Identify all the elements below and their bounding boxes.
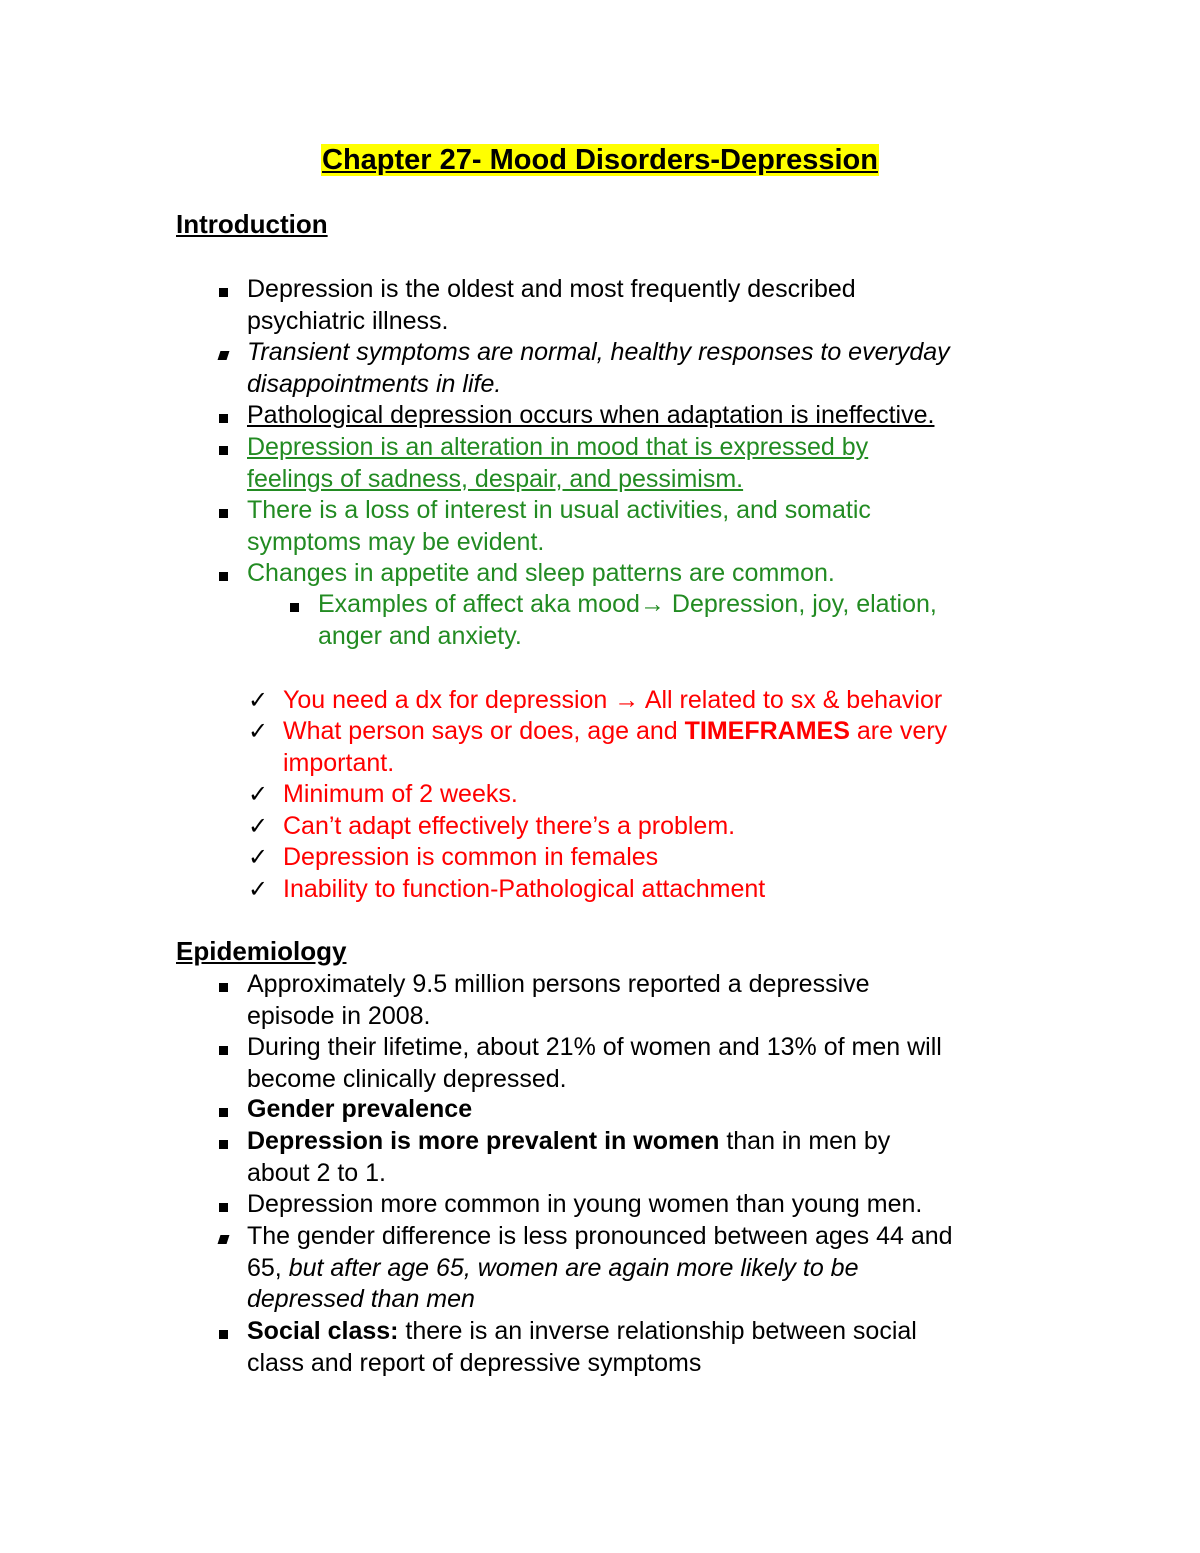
list-item: Changes in appetite and sleep patterns are common. <box>247 558 835 590</box>
checkmark-icon: ✓ <box>248 876 269 903</box>
check-item: ✓ Inability to function-Pathological attachment <box>283 874 765 906</box>
list-item: There is a loss of interest in usual activities, and somatic symptoms may be evident. <box>247 495 871 558</box>
square-bullet-icon <box>213 495 233 527</box>
list-item: Social class: there is an inverse relationship between social class and report of depressive symptoms <box>247 1316 917 1379</box>
list-item: The gender difference is less pronounced between ages 44 and 65, but after age 65, women are again more likely to be depressed than men <box>247 1221 953 1316</box>
list-item: Depression more common in young women than young men. <box>247 1189 922 1221</box>
checkmark-icon: ✓ <box>248 813 269 840</box>
square-bullet-icon <box>284 589 304 621</box>
list-item: Depression is more prevalent in women than in men by about 2 to 1. <box>247 1126 890 1189</box>
checkmark-icon: ✓ <box>248 718 269 745</box>
square-bullet-icon <box>213 1094 233 1126</box>
check-item: ✓ What person says or does, age and TIMEFRAMES are very important. <box>248 717 948 777</box>
square-bullet-icon <box>213 400 233 432</box>
square-bullet-icon <box>213 1126 233 1158</box>
square-bullet-icon <box>213 969 233 1001</box>
square-bullet-icon <box>213 1189 233 1221</box>
list-item: Pathological depression occurs when adaptation is ineffective. <box>247 400 934 432</box>
list-item: Gender prevalence <box>247 1094 472 1126</box>
checkmark-icon: ✓ <box>248 781 269 808</box>
list-item: During their lifetime, about 21% of women and 13% of men will become clinically depressed. <box>247 1032 942 1095</box>
check-item: ✓ Minimum of 2 weeks. <box>283 779 518 811</box>
list-item: Approximately 9.5 million persons reported a depressive episode in 2008. <box>247 969 870 1032</box>
list-item: Transient symptoms are normal, healthy responses to everyday disappointments in life. <box>247 337 950 400</box>
check-item: ✓ You need a dx for depression → All related to sx & behavior <box>283 685 942 717</box>
checkmark-icon: ✓ <box>248 687 269 714</box>
square-bullet-icon <box>213 1316 233 1348</box>
arrow-right-icon: → <box>639 590 665 618</box>
list-item: Depression is an alteration in mood that is expressed by feelings of sadness, despair, and pessimism. <box>247 432 868 495</box>
square-bullet-icon <box>213 1032 233 1064</box>
section-heading-introduction: Introduction <box>176 209 328 239</box>
list-item: Depression is the oldest and most frequently described psychiatric illness. <box>247 274 856 337</box>
square-bullet-icon <box>213 337 233 369</box>
square-bullet-icon <box>213 432 233 464</box>
check-item: ✓ Depression is common in females <box>283 842 658 874</box>
square-bullet-icon <box>213 558 233 590</box>
arrow-right-icon: → <box>614 686 640 714</box>
checkmark-icon: ✓ <box>248 844 269 871</box>
document-title: Chapter 27- Mood Disorders-Depression <box>322 144 878 176</box>
list-item-nested: Examples of affect aka mood→ Depression, joy, elation, anger and anxiety. <box>318 589 937 652</box>
section-heading-epidemiology: Epidemiology <box>176 936 347 966</box>
square-bullet-icon <box>213 274 233 306</box>
square-bullet-icon <box>213 1221 233 1253</box>
check-item: ✓ Can’t adapt effectively there’s a problem. <box>283 811 735 843</box>
